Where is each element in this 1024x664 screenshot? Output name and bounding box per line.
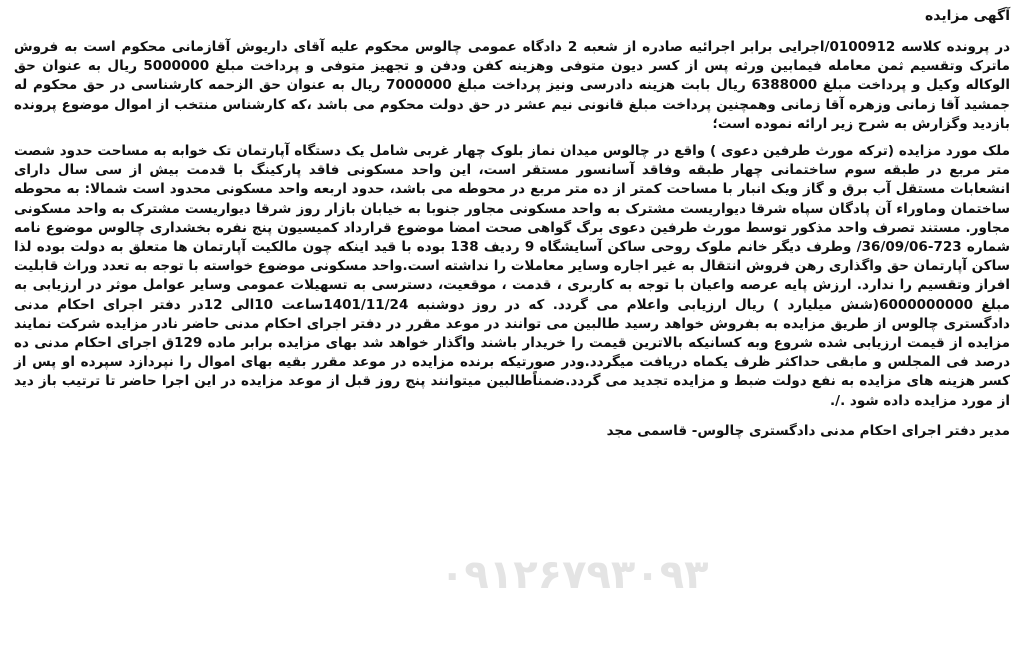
notice-title: آگهی مزایده — [924, 8, 1010, 24]
notice-signature: مدیر دفتر اجرای احکام مدنی دادگستری چالوس- قاسمی مجد — [606, 422, 1010, 439]
auction-notice — [14, 6, 1010, 441]
notice-paragraph-property: ملک مورد مزایده (ترکه مورث طرفین دعوی ) واقع در چالوس میدان نماز بلوک چهار غربی شامل یک دستگاه آپارتمان تک خوابه به مساحت حدود شصت متر مربع در طبقه سوم ساختمانی چهار طبقه وفاقد آسانسور مستقر است، این واحد مسکونی فاقد پارکینگ با قدمت بیش از سی سال دارای انشعابات مستقل آب برق و گاز ویک انبار با مساحت کمتر از ده متر مربع در محوطه می باشد، حدود اربعه واحد مسکونی محدود است شمالا: به محوطه ساختمان وماوراء آن پادگان سپاه شرقا دیواریست مشترک به واحد مسکونی مجاور جنوبا به خیابان بازار روز شرقا دیواریست مشترک به واحد مسکونی مجاور. مستند تصرف واحد مذکور توسط مورث طرفین دعوی برگ گواهی صحت امضا موضوع قرارداد کمیسیون پنج نفره بخشداری چالوس موضوع نامه شماره 723-36/09/06/ وطرف دیگر خانم ملوک روحی ساکن آسایشگاه 9 ردیف 138 بوده با قید اینکه چون مالکیت آپارتمان ها متعلق به دولت بوده لذا ساکن آپارتمان حق واگذاری رهن فروش انتقال به غیر اجاره وسایر معاملات را نداشته است.واحد مسکونی موضوع خواسته با توجه به تعدد وراث قابلیت افراز وتقسیم را ندارد. ارزش پایه عرصه واعیان با توجه به کاربری ، قدمت ، موقعیت، دسترسی به تسهیلات عمومی وسایر عوامل موثر در ارزیابی به مبلغ 6000000000(شش میلیارد ) ریال ارزیابی واعلام می گردد. که در روز دوشنبه 1401/11/24ساعت 10الی 12در دفتر اجرای احکام مدنی دادگستری چالوس از طریق مزایده به بفروش خواهد رسید طالبین می توانند در موعد مقرر در دفتر اجرای احکام مدنی حاضر نادر مزایده شرکت نمایند مزایده از قیمت ارزیابی شده شروع وبه کسانیکه بالاترین قیمت را خریدار باشند واگذار خواهد شد بهای مزایده برابر ماده 129ق اجرای احکام مدنی ده درصد فی المجلس و مابقی حداکثر ظرف یکماه دریافت میگردد.ودر صورتیکه برنده مزایده در موعد مقرر بقیه بهای اموال را نپردازد سپرده او پس از کسر هزینه های مزایده به نفع دولت ضبط و مزایده تجدید می گردد.ضمناًطالبین میتوانند پنج روز قبل از موعد مزایده در این اجرا حاضر تا ترتیب باز دید از مورد مزایده داده شود ./. — [14, 143, 1011, 409]
phone-watermark: ۰۹۱۲۶۷۹۳۰۹۳ — [440, 552, 709, 598]
notice-paragraph-case: در پرونده کلاسه 0100912/اجرایی برابر اجرائیه صادره از شعبه 2 دادگاه عمومی چالوس محکوم علیه آقای داریوش آقازمانی محکوم است به فروش ماترک وتقسیم ثمن معامله فیمابین ورثه پس از کسر دیون متوفی وهزینه کفن ودفن و تجهیز متوفی و پرداخت مبلغ 5000000 ریال به عنوان حق الوکاله وکیل و پرداخت مبلغ 6388000 ریال بابت هزینه دادرسی ونیز پرداخت مبلغ 7000000 ریال به عنوان حق الزحمه کارشناسی در حق محکوم له جمشید آقا زمانی وزهره آقا زمانی وهمچنین پرداخت مبلغ قانونی نیم عشر در حق دولت محکوم می باشد ،که کارشناس منتخب از اموال موضوع پرونده بازدید وگزارش به شرح زیر ارائه نموده است؛ — [14, 39, 1011, 132]
